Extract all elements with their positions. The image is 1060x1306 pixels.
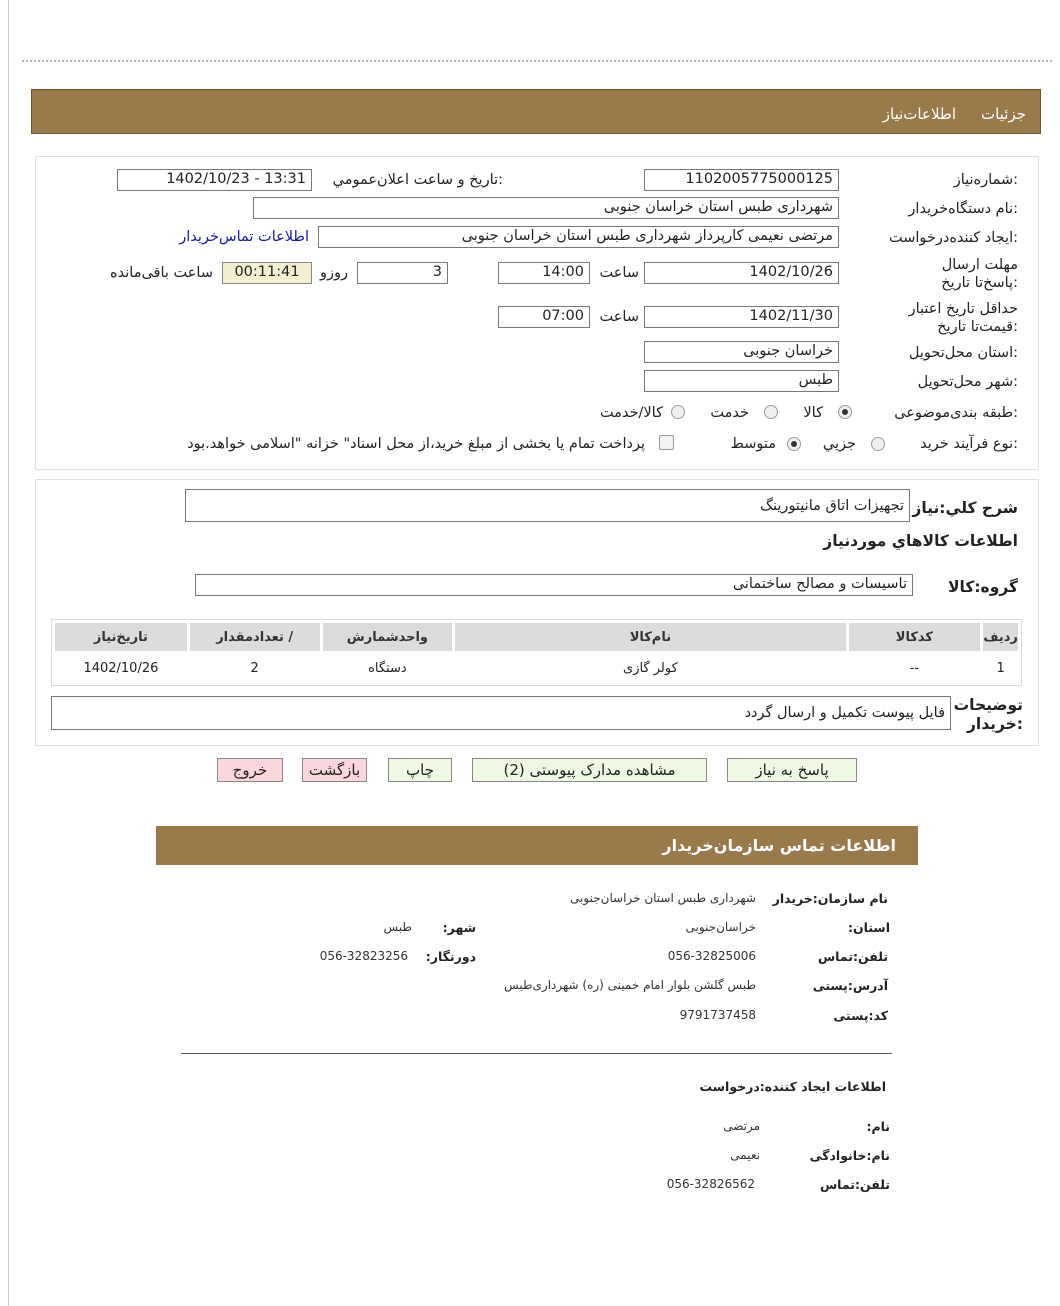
need-info-tab[interactable]: اطلاعات‌نیاز	[882, 105, 956, 123]
contact-fax-value: 056-32823256	[319, 949, 408, 963]
process-minor-radio[interactable]	[871, 437, 885, 451]
contact-divider	[181, 1053, 892, 1054]
contact-city-label: :شهر	[442, 920, 476, 935]
process-medium-radio[interactable]	[787, 437, 801, 451]
validity-time-field: 07:00	[498, 306, 590, 328]
cell-unit: دستگاه	[368, 660, 407, 676]
remaining-time-field: 00:11:41	[222, 262, 312, 284]
category-goods-service-radio[interactable]	[671, 405, 685, 419]
contact-city-value: طبس	[383, 920, 412, 934]
days-label: روزو	[319, 265, 348, 281]
category-goods-service-label: کالا‌/خدمت	[599, 405, 663, 421]
contact-province-label: :استان	[847, 920, 890, 935]
category-goods-label: کالا	[803, 405, 823, 421]
contact-org-label: نام سازمان:خریدار	[772, 891, 888, 906]
remaining-time-label: ساعت باقی‌مانده	[110, 265, 213, 281]
buyer-org-field: شهرداری طبس استان خراسان جنوبی	[253, 197, 839, 219]
category-service-label: خدمت	[710, 405, 749, 421]
cell-row: 1	[996, 660, 1005, 676]
col-date: تاریخ‌نیاز	[55, 623, 187, 651]
buyer-contact-header	[156, 826, 918, 865]
cell-qty: 2	[250, 660, 259, 676]
details-tab[interactable]: جزئیات	[981, 105, 1026, 123]
contact-postal-value: 9791737458	[679, 1008, 756, 1022]
col-code: کدکالا	[849, 623, 981, 651]
goods-group-label: گروه:کالا	[947, 578, 1018, 596]
goods-info-title: اطلاعات کالاهاي موردنیاز	[823, 532, 1018, 550]
process-medium-label: متوسط	[730, 436, 776, 452]
validity-date-field: 1402/11/30	[644, 306, 839, 328]
validity-time-label: ساعت	[599, 309, 639, 325]
creator-info-title: اطلاعات ایجاد کننده:درخواست	[699, 1079, 886, 1094]
category-label: طبقه بندی‌موضوعی:	[894, 405, 1018, 421]
category-service-radio[interactable]	[764, 405, 778, 419]
reply-to-need-button[interactable]: پاسخ به نیاز	[727, 758, 857, 782]
buyer-contact-link[interactable]: اطلاعات تماس‌خریدار	[179, 229, 309, 245]
view-attachments-button[interactable]: مشاهده مدارک پیوستی (2)	[472, 758, 707, 782]
cell-name: کولر گازی	[623, 660, 678, 676]
contact-phone-value: 056-32825006	[667, 949, 756, 963]
left-border-line	[8, 0, 9, 1306]
treasury-payment-checkbox[interactable]	[659, 435, 674, 450]
back-button[interactable]: بازگشت	[302, 758, 367, 782]
buyer-contact-title: اطلاعات تماس سازمان‌خریدار	[662, 836, 896, 855]
cell-date: 1402/10/26	[83, 660, 159, 676]
col-name: نام‌کالا	[455, 623, 845, 651]
city-field: طبس	[644, 370, 839, 392]
col-row: ردیف	[983, 623, 1018, 651]
need-number-label: شماره‌نیاز:	[953, 172, 1018, 188]
contact-org-value: شهرداری طبس استان خراسان‌جنوبی	[570, 891, 756, 905]
province-label: استان محل‌تحویل:	[908, 345, 1018, 361]
page-header-bar	[31, 89, 1041, 134]
goods-group-field: تاسیسات و مصالح ساختمانی	[195, 574, 913, 596]
announce-date-label: تاریخ و ساعت اعلان‌عمومي:	[332, 172, 503, 188]
announce-date-field: 1402/10/23 - 13:31	[117, 169, 312, 191]
col-qty: / تعدادمقدار	[190, 623, 320, 651]
creator-name-label: :نام	[866, 1119, 890, 1134]
buyer-org-label: نام دستگاه‌خریدار:	[908, 201, 1018, 217]
contact-postal-label: کد:پستی	[833, 1008, 888, 1023]
general-desc-field: تجهیزات اتاق مانیتورینگ	[185, 489, 910, 522]
contact-address-label: آدرس:پستی	[812, 978, 888, 993]
deadline-label: مهلت ارسال پاسخ‌تا تاریخ:	[941, 257, 1018, 291]
creator-label: ایجاد کننده‌درخواست:	[889, 230, 1018, 246]
creator-family-label: نام:خانوادگی	[809, 1148, 890, 1163]
contact-province-value: خراسان‌جنوبی	[685, 920, 756, 934]
process-type-label: نوع فرآیند‌ خرید:	[920, 436, 1018, 452]
creator-phone-label: تلفن:تماس	[819, 1177, 890, 1192]
col-unit: واحدشمارش	[323, 623, 453, 651]
days-remaining-field: 3	[357, 262, 448, 284]
cell-code: --	[909, 660, 920, 676]
exit-button[interactable]: خروج	[217, 758, 283, 782]
deadline-time-label: ساعت	[599, 265, 639, 281]
general-desc-label: شرح کلي:نیاز	[912, 499, 1018, 517]
creator-phone-value: 056-32826562	[666, 1177, 755, 1191]
province-field: خراسان جنوبی	[644, 341, 839, 363]
need-number-field: 1102005775000125	[644, 169, 839, 191]
goods-table-frame	[51, 619, 1022, 686]
category-goods-radio[interactable]	[838, 405, 852, 419]
city-label: شهر محل‌تحویل:	[917, 374, 1018, 390]
deadline-time-field: 14:00	[498, 262, 590, 284]
print-button[interactable]: چاپ	[388, 758, 452, 782]
table-row	[55, 654, 1018, 682]
creator-field: مرتضی نعیمی کارپرداز شهرداری طبس استان خراسان جنوبی	[318, 226, 839, 248]
creator-family-value: نعیمی	[730, 1148, 760, 1162]
buyer-notes-field: فایل پیوست تکمیل و ارسال گردد	[51, 696, 951, 730]
treasury-payment-note: پرداخت تمام یا بخشی از مبلغ خرید،از محل اسناد" خزانه "اسلامی خواهد.بود	[187, 436, 645, 452]
contact-fax-label: :دورنگار	[425, 949, 476, 964]
contact-address-value: طبس گلشن بلوار امام خمینی (ره) شهرداری‌طبس	[504, 978, 756, 992]
min-validity-label: حداقل تاریخ اعتبار قیمت‌تا تاریخ:	[908, 301, 1018, 335]
contact-phone-label: تلفن:تماس	[817, 949, 888, 964]
process-minor-label: جزیي	[822, 436, 856, 452]
buyer-notes-label: توضیحات خریدار:	[953, 696, 1023, 733]
top-dotted-divider	[22, 60, 1052, 62]
creator-name-value: مرتضی	[723, 1119, 760, 1133]
goods-table	[52, 620, 1021, 685]
deadline-date-field: 1402/10/26	[644, 262, 839, 284]
